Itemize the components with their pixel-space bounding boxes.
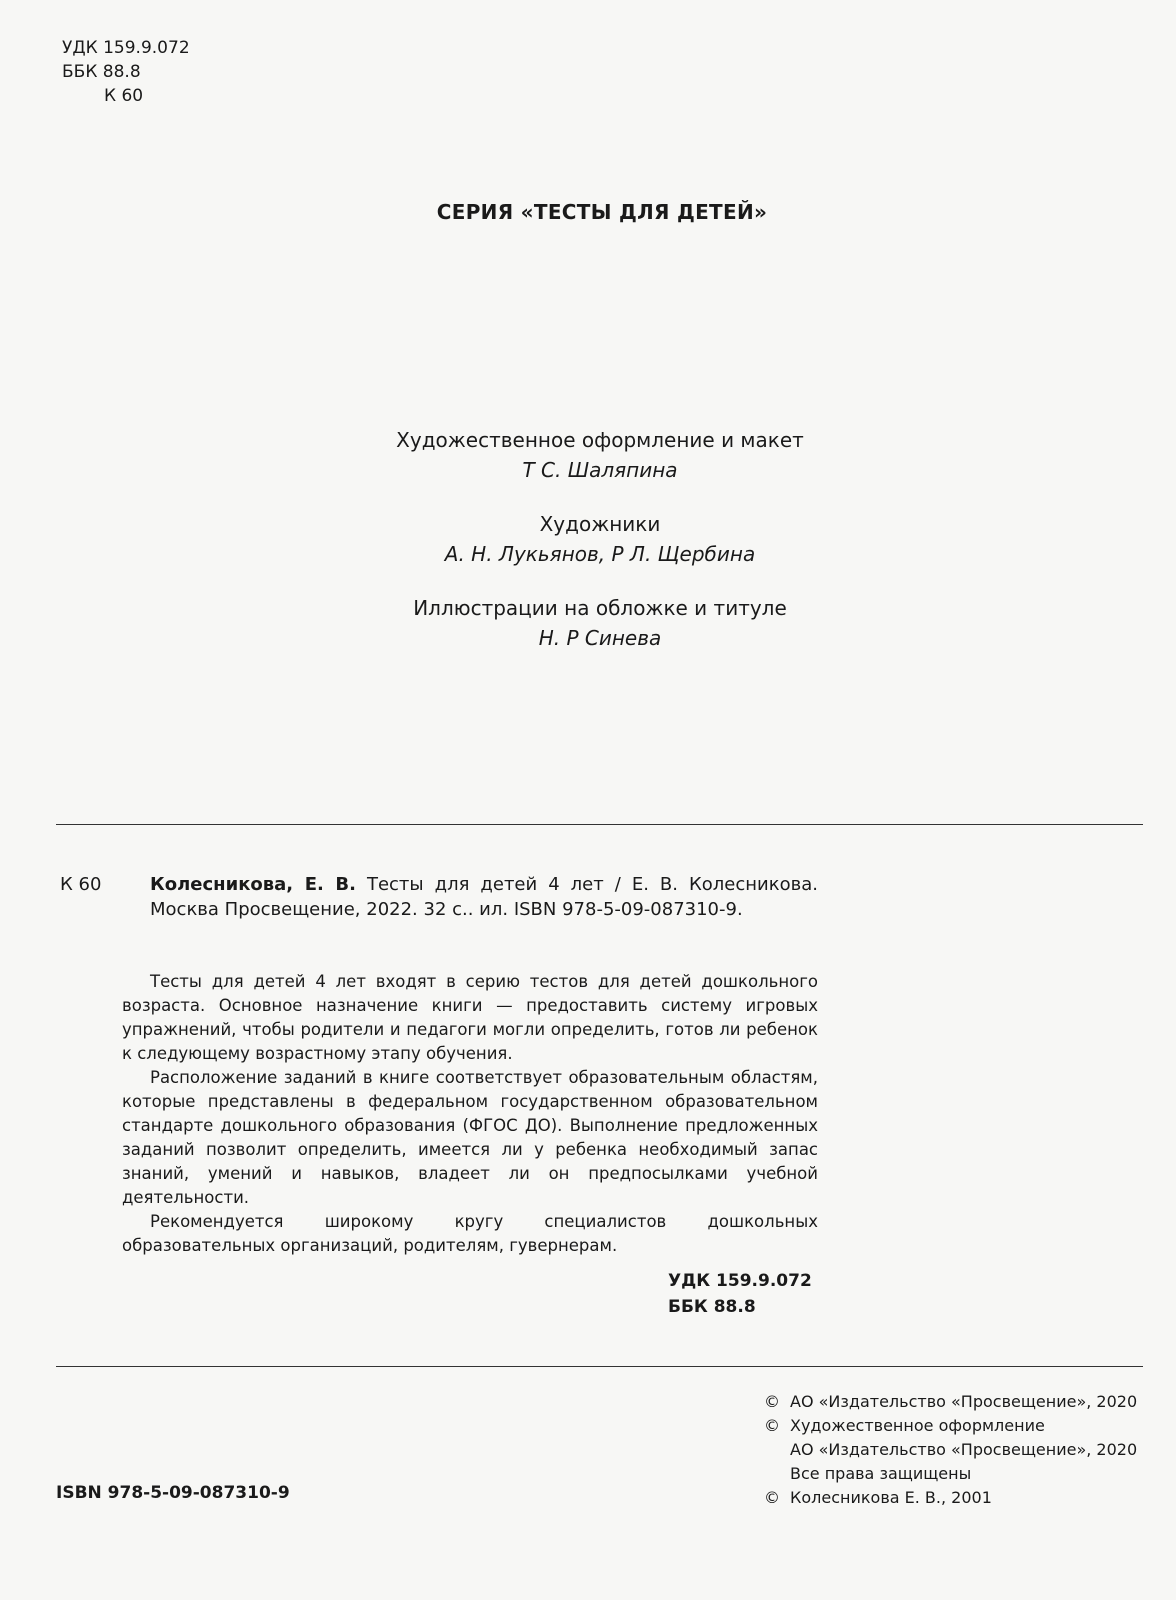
credit-name: А. Н. Лукьянов, Р Л. Щербина bbox=[444, 542, 756, 566]
series-title bbox=[0, 200, 1176, 224]
bib-text: Тесты для детей 4 лет / Е. В. Колесникова. Москва Просвещение, 2022. 32 с.. ил. ISBN 978-5-09-087310-9. bbox=[150, 874, 818, 920]
copyright-symbol: © bbox=[764, 1488, 780, 1507]
divider-top bbox=[56, 824, 1143, 825]
catalog-bbk: ББК 88.8 bbox=[668, 1297, 756, 1317]
copyright-text: Колесникова Е. В., 2001 bbox=[790, 1488, 992, 1507]
copyright-block bbox=[764, 1390, 1137, 1510]
udk-code: УДК 159.9.072 bbox=[62, 38, 190, 58]
divider-bottom bbox=[56, 1366, 1143, 1367]
catalog-udk: УДК 159.9.072 bbox=[668, 1271, 812, 1291]
copyright-text: АО «Издательство «Просвещение», 2020 bbox=[790, 1392, 1138, 1411]
credit-role: Художники bbox=[539, 512, 661, 536]
copyright-line bbox=[764, 1486, 1137, 1510]
author-mark: К 60 bbox=[104, 86, 144, 106]
rights-reserved: Все права защищены bbox=[790, 1464, 972, 1483]
copyright-line bbox=[764, 1390, 1137, 1414]
copyright-text: АО «Издательство «Просвещение», 2020 bbox=[790, 1440, 1138, 1459]
copyright-line bbox=[764, 1414, 1137, 1438]
catalog-codes bbox=[540, 1268, 818, 1320]
credit-name: Н. Р Синева bbox=[538, 626, 662, 650]
annotation-paragraph: Расположение заданий в книге соответствует образовательным областям, которые представлены в федеральном государственном образовательном стандарте дошкольного образования (ФГОС ДО). Выполнение предложенных заданий позволит определить, имеется ли у ребенка необходимый запас знаний, умений и навыков, владеет ли он предпосылками учебной деятельности. bbox=[122, 1068, 818, 1207]
catalog-author-mark: К 60 bbox=[60, 874, 102, 895]
copyright-text: Художественное оформление bbox=[790, 1416, 1045, 1435]
credit-name: Т С. Шаляпина bbox=[522, 458, 678, 482]
copyright-symbol: © bbox=[764, 1416, 780, 1435]
series-title-text: СЕРИЯ «ТЕСТЫ ДЛЯ ДЕТЕЙ» bbox=[436, 200, 768, 224]
isbn: ISBN 978-5-09-087310-9 bbox=[56, 1483, 290, 1503]
copyright-symbol: © bbox=[764, 1392, 780, 1411]
credits-block bbox=[330, 425, 870, 677]
bbk-code: ББК 88.8 bbox=[62, 62, 141, 82]
bibliographic-entry bbox=[150, 872, 818, 922]
header-classification-codes bbox=[62, 36, 190, 108]
annotation bbox=[122, 970, 818, 1258]
credit-role: Иллюстрации на обложке и титуле bbox=[413, 596, 787, 620]
credit-role: Художественное оформление и макет bbox=[396, 428, 804, 452]
bib-author: Колесникова, Е. В. bbox=[150, 874, 356, 895]
annotation-paragraph: Тесты для детей 4 лет входят в серию тестов для детей дошкольного возраста. Основное назначение книги — предоставить систему игровых упражнений, чтобы родители и педагоги могли определить, готов ли ребенок к следующему возрастному этапу обучения. bbox=[122, 972, 818, 1063]
annotation-paragraph: Рекомендуется широкому кругу специалистов дошкольных образовательных организаций, родителям, гувернерам. bbox=[122, 1212, 818, 1255]
